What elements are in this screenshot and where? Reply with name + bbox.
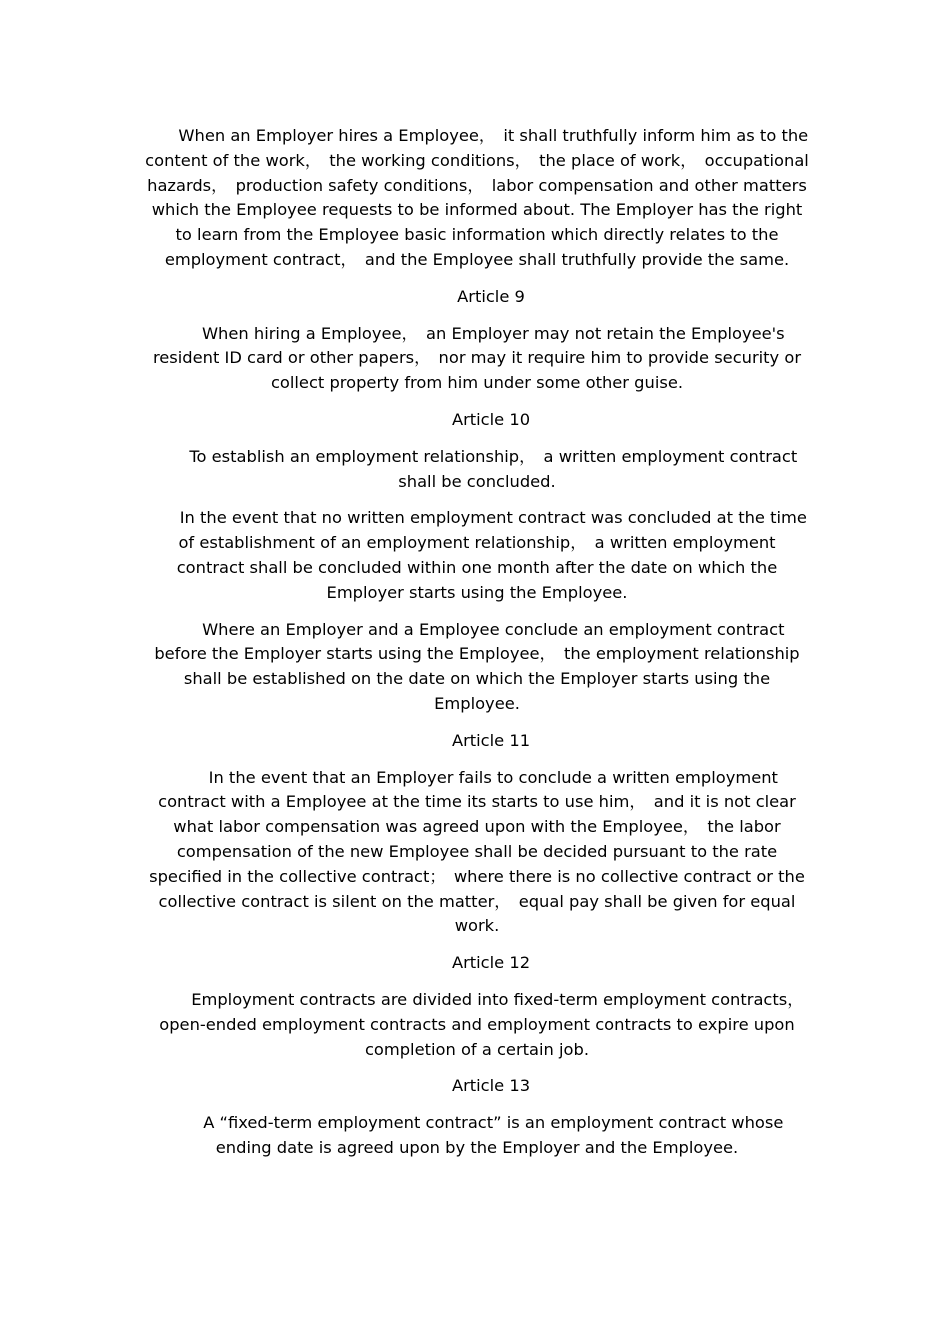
paragraph-article-11: In the event that an Employer fails to conclude a written employment contract with a Employee at the time its starts to use him， and it is not clear what labor compensation was agreed upon with the Employee， the labor compensation of the new Employee shall be decided pursuant to the rate specified in the collective contract； where there is no collective contract or the collective contract is silent on the matter， equal pay shall be given for equal work. (149, 767, 805, 936)
article-9-heading: Article 9 (457, 286, 525, 306)
paragraph-article-10-c: Where an Employer and a Employee conclude an employment contract before the Employer starts using the Employee， the employment relationship shall be established on the date on which the Employer starts using the Employee. (154, 619, 800, 713)
paragraph-article-13: A “fixed-term employment contract” is an employment contract whose ending date is agreed upon by the Employer and the Employee. (203, 1113, 784, 1157)
paragraph-article-10-a: To establish an employment relationship， a written employment contract shall be concluded. (189, 446, 798, 491)
document-page (145, 124, 812, 1173)
article-12-heading: Article 12 (451, 953, 531, 973)
paragraph-article-10-b: In the event that no written employment contract was concluded at the time of establishment of an employment relationship， a written employment contract shall be concluded within one month after the date on which the Employer starts using the Employee. (176, 508, 807, 602)
paragraph-article-12: Employment contracts are divided into fixed-term employment contracts， open-ended employment contracts and employment contracts to expire upon completion of a certain job. (159, 989, 812, 1059)
article-11-heading: Article 11 (451, 730, 531, 750)
article-10-heading: Article 10 (451, 409, 531, 429)
article-13-heading: Article 13 (451, 1076, 531, 1096)
paragraph-article-9: When hiring a Employee， an Employer may not retain the Employee's resident ID card or other papers， nor may it require him to provide security or collect property from him under some other guise. (152, 323, 802, 393)
paragraph-employer-inform: When an Employer hires a Employee， it shall truthfully inform him as to the content of the work， the working conditions， the place of work， occupational hazards， production safety conditions， labor compensation and other matters which the Employee requests to be informed about. The Employer has the right to learn from the Employee basic information which directly relates to the employment contract， and the Employee shall truthfully provide the same. (145, 126, 809, 269)
